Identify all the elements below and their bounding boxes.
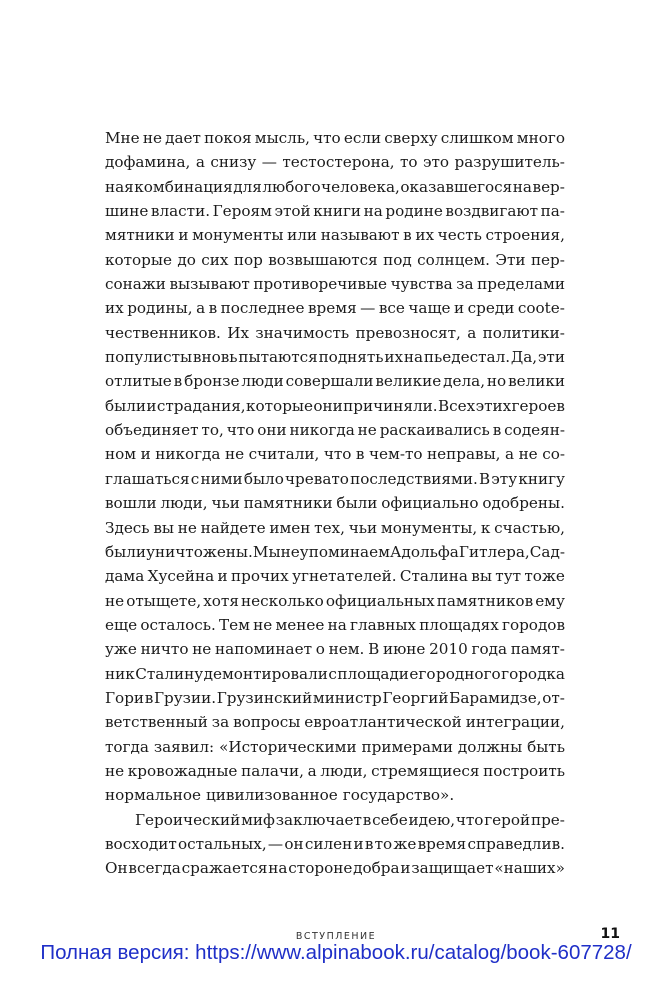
running-footer-section: ВСТУПЛЕНИЕ bbox=[295, 931, 377, 942]
text-line: вошли люди, чьи памятники были официально одобрены. bbox=[105, 494, 565, 513]
text-line: глашаться с ними было чревато последствиями. В эту книгу bbox=[105, 469, 565, 488]
text-line: были и страдания, которые они причиняли. Всех этих героев bbox=[105, 396, 565, 415]
page-number: 11 bbox=[600, 926, 620, 942]
text-line: мятники и монументы или называют в их честь строения, bbox=[105, 226, 565, 245]
text-line: шине власти. Героям этой книги на родине воздвигают па- bbox=[105, 202, 565, 221]
text-line: уже ничто не напоминает о нем. В июне 2010 года памят- bbox=[105, 640, 565, 659]
text-line: дама Хусейна и прочих угнетателей. Сталина вы тут тоже bbox=[105, 567, 565, 586]
text-line: дофамина, а снизу — тестостерона, то это разрушитель- bbox=[105, 153, 565, 172]
text-line: ная комбинация для любого человека, оказавшегося на вер- bbox=[105, 177, 565, 196]
text-line: Гори в Грузии. Грузинский министр Георгий Барамидзе, от- bbox=[105, 688, 565, 707]
text-line: отлитые в бронзе люди совершали великие дела, но велики bbox=[105, 372, 565, 391]
text-line: еще осталось. Тем не менее на главных площадях городов bbox=[105, 615, 565, 634]
text-line: ник Сталину демонтировали с площади его родного городка bbox=[105, 664, 565, 683]
text-line: популисты вновь пытаются поднять их на пьедестал. Да, эти bbox=[105, 348, 565, 367]
text-line: объединяет то, что они никогда не раскаивались в содеян- bbox=[105, 421, 565, 440]
text-line: ветственный за вопросы евроатлантической интеграции, bbox=[105, 713, 565, 732]
text-line: Он всегда сражается на стороне добра и защищает «наших» bbox=[105, 859, 565, 878]
text-line: тогда заявил: «Историческими примерами должны быть bbox=[105, 737, 565, 756]
text-line: Мне не дает покоя мысль, что если сверху слишком много bbox=[105, 129, 565, 147]
text-line: Героический миф заключает в себе идею, что герой пре- bbox=[135, 810, 565, 829]
text-line: были уничтожены. Мы не упоминаем Адольфа Гитлера, Сад- bbox=[105, 542, 565, 561]
text-line: нормальное цивилизованное государство». bbox=[105, 786, 455, 805]
text-line: не отыщете, хотя несколько официальных памятников ему bbox=[105, 591, 565, 610]
text-line: сонажи вызывают противоречивые чувства за пределами bbox=[105, 275, 565, 294]
text-line: чественников. Их значимость превозносят, а политики- bbox=[105, 323, 565, 342]
text-line: их родины, а в последнее время — все чаще и среди соote- bbox=[105, 299, 565, 318]
body-text bbox=[105, 126, 565, 881]
text-line: ном и никогда не считали, что в чем-то неправы, а не со- bbox=[105, 445, 565, 464]
text-line: восходит остальных, — он силен и в то же время справедлив. bbox=[105, 834, 565, 853]
text-line: которые до сих пор возвышаются под солнцем. Эти пер- bbox=[105, 250, 565, 269]
full-version-link[interactable]: Полная версия: https://www.alpinabook.ru/catalog/book-607728/ bbox=[40, 941, 632, 964]
text-line: не кровожадные палачи, а люди, стремящиеся построить bbox=[105, 761, 565, 780]
text-line: Здесь вы не найдете имен тех, чьи монументы, к счастью, bbox=[105, 518, 565, 537]
